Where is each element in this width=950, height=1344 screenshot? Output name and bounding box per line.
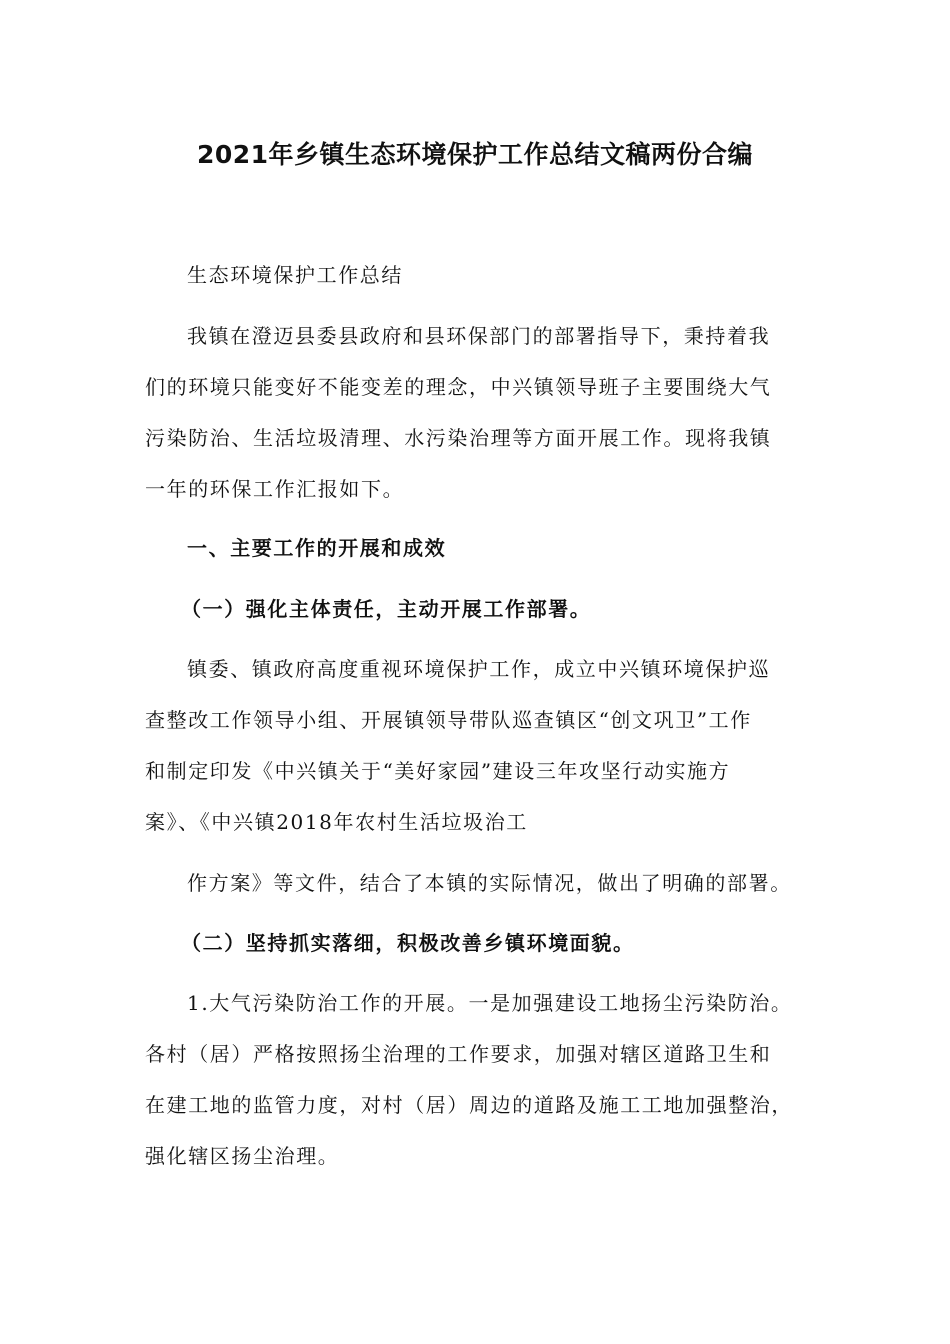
paragraph-line: 和制定印发《中兴镇关于“美好家园”建设三年攻坚行动实施方 [145,759,731,783]
paragraph-line: 强化辖区扬尘治理。 [145,1144,340,1168]
paragraph-line: 作方案》等文件，结合了本镇的实际情况，做出了明确的部署。 [187,871,792,895]
paragraph-line: 在建工地的监管力度，对村（居）周边的道路及施工工地加强整治， [145,1093,793,1117]
document-subtitle: 生态环境保护工作总结 [187,263,403,287]
paragraph-line: 查整改工作领导小组、开展镇领导带队巡查镇区“创文巩卫”工作 [145,708,752,732]
paragraph-line: 污染防治、生活垃圾清理、水污染治理等方面开展工作。现将我镇 [145,426,772,450]
subsection-heading: （一）强化主体责任，主动开展工作部署。 [181,597,592,621]
continued-paragraph [145,858,837,909]
paragraph-line: 我镇在澄迈县委县政府和县环保部门的部署指导下，秉持着我 [187,324,771,348]
paragraph-line: 各村（居）严格按照扬尘治理的工作要求，加强对辖区道路卫生和 [145,1042,772,1066]
paragraph-line: 镇委、镇政府高度重视环境保护工作，成立中兴镇环境保护巡 [187,657,771,681]
subsection-heading: （二）坚持抓实落细，积极改善乡镇环境面貌。 [181,931,635,955]
paragraph-line: 1.大气污染防治工作的开展。一是加强建设工地扬尘污染防治。 [187,991,793,1015]
item-paragraph [145,978,837,1182]
section-heading: 一、主要工作的开展和成效 [187,536,447,560]
paragraph-line: 一年的环保工作汇报如下。 [145,477,405,501]
document-title: 2021年乡镇生态环境保护工作总结文稿两份合编 [196,140,754,169]
subsection-paragraph [145,644,837,848]
intro-paragraph [145,311,837,515]
paragraph-line: 案》、《中兴镇2018年农村生活垃圾治工 [145,810,528,834]
paragraph-line: 们的环境只能变好不能变差的理念，中兴镇领导班子主要围绕大气 [145,375,772,399]
